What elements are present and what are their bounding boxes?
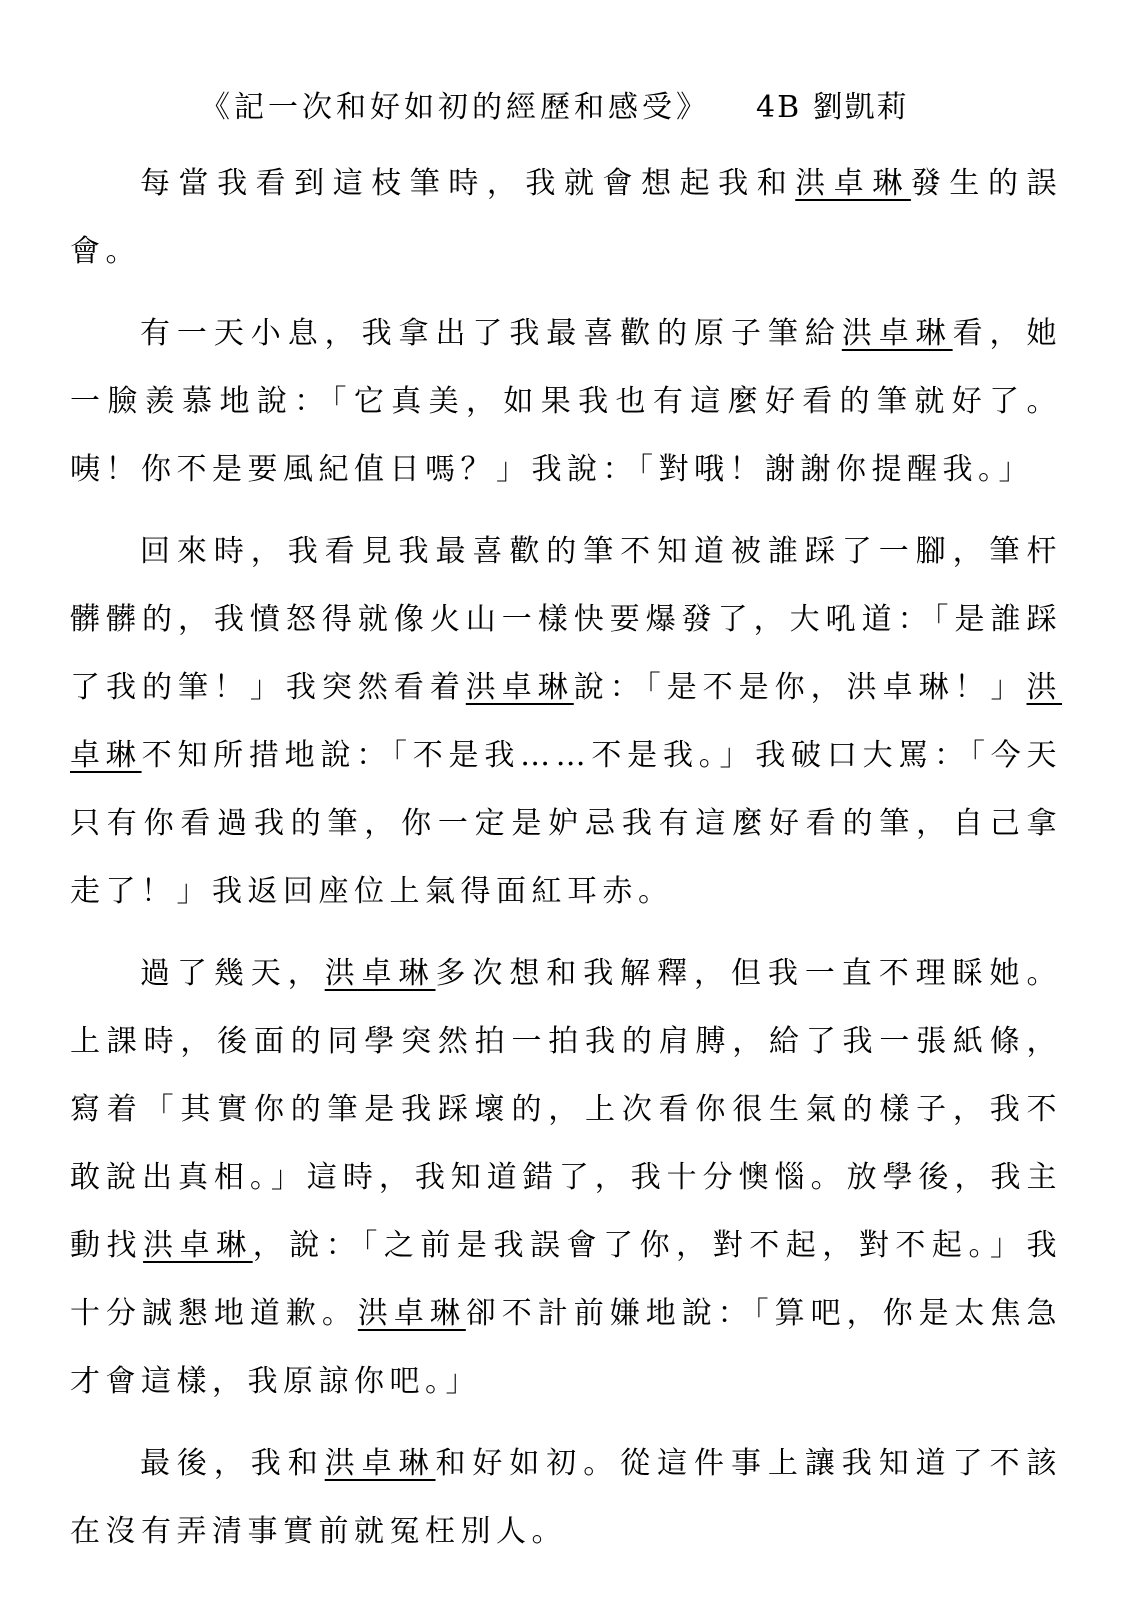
paragraph-3 bbox=[70, 518, 1062, 926]
text-run: 回來時，我看見我最喜歡的筆不知道被誰踩了一腳，筆杆髒髒的，我憤怒得就像火山一樣快要爆發了，大吼道：「是誰踩了我的筆！」我突然看着 bbox=[70, 534, 1062, 705]
text-run: 卻不計前嫌地說：「算吧，你是太焦急才會這樣，我原諒你吧。」 bbox=[70, 1296, 1063, 1399]
essay-title-line bbox=[200, 82, 909, 126]
paragraph-5 bbox=[70, 1430, 1062, 1566]
text-run: 不知所措地說：「不是我……不是我。」我破口大罵：「今天只有你看過我的筆，你一定是妒忌我有這麼好看的筆，自己拿走了！」我返回座位上氣得面紅耳赤。 bbox=[70, 738, 1063, 909]
underlined-name: 洪卓琳 bbox=[324, 1446, 436, 1481]
text-run: 每當我看到這枝筆時，我就會想起我和 bbox=[140, 166, 796, 201]
underlined-name: 洪卓琳 bbox=[357, 1296, 466, 1331]
paragraph-1 bbox=[70, 150, 1062, 286]
underlined-name: 洪卓琳 bbox=[465, 670, 574, 705]
text-run: 和好如初。從這件事上讓我知道了不該在沒有弄清事實前就冤枉別人。 bbox=[70, 1446, 1062, 1549]
essay-author: 4B 劉凱莉 bbox=[756, 90, 909, 125]
underlined-name: 洪卓琳 bbox=[70, 670, 1063, 773]
text-run: 多次想和我解釋，但我一直不理睬她。上課時，後面的同學突然拍一拍我的肩膊，給了我一張紙條，寫着「其實你的筆是我踩壞的，上次看你很生氣的樣子，我不敢說出真相。」這時，我知道錯了，我十分懊惱。放學後，我主動找 bbox=[70, 956, 1062, 1263]
underlined-name: 洪卓琳 bbox=[143, 1228, 253, 1263]
text-run: 過了幾天， bbox=[140, 956, 325, 991]
text-run: 有一天小息，我拿出了我最喜歡的原子筆給 bbox=[140, 316, 842, 351]
text-run: ，說：「之前是我誤會了你，對不起，對不起。」我十分誠懇地道歉。 bbox=[70, 1228, 1063, 1331]
text-run: 發生的誤會。 bbox=[70, 166, 1063, 269]
paragraph-4 bbox=[70, 940, 1062, 1416]
underlined-name: 洪卓琳 bbox=[324, 956, 436, 991]
text-run: 說：「是不是你，洪卓琳！」 bbox=[573, 670, 1027, 705]
paragraph-2 bbox=[70, 300, 1062, 504]
text-run: 看，她一臉羨慕地說：「它真美，如果我也有這麼好看的筆就好了。咦！你不是要風紀值日嗎？」我說：「對哦！謝謝你提醒我。」 bbox=[70, 316, 1062, 487]
essay-title: 《記一次和好如初的經歷和感受》 bbox=[200, 90, 710, 125]
essay-body bbox=[70, 150, 1062, 1580]
underlined-name: 洪卓琳 bbox=[841, 316, 953, 351]
underlined-name: 洪卓琳 bbox=[795, 166, 911, 201]
text-run: 最後，我和 bbox=[140, 1446, 325, 1481]
